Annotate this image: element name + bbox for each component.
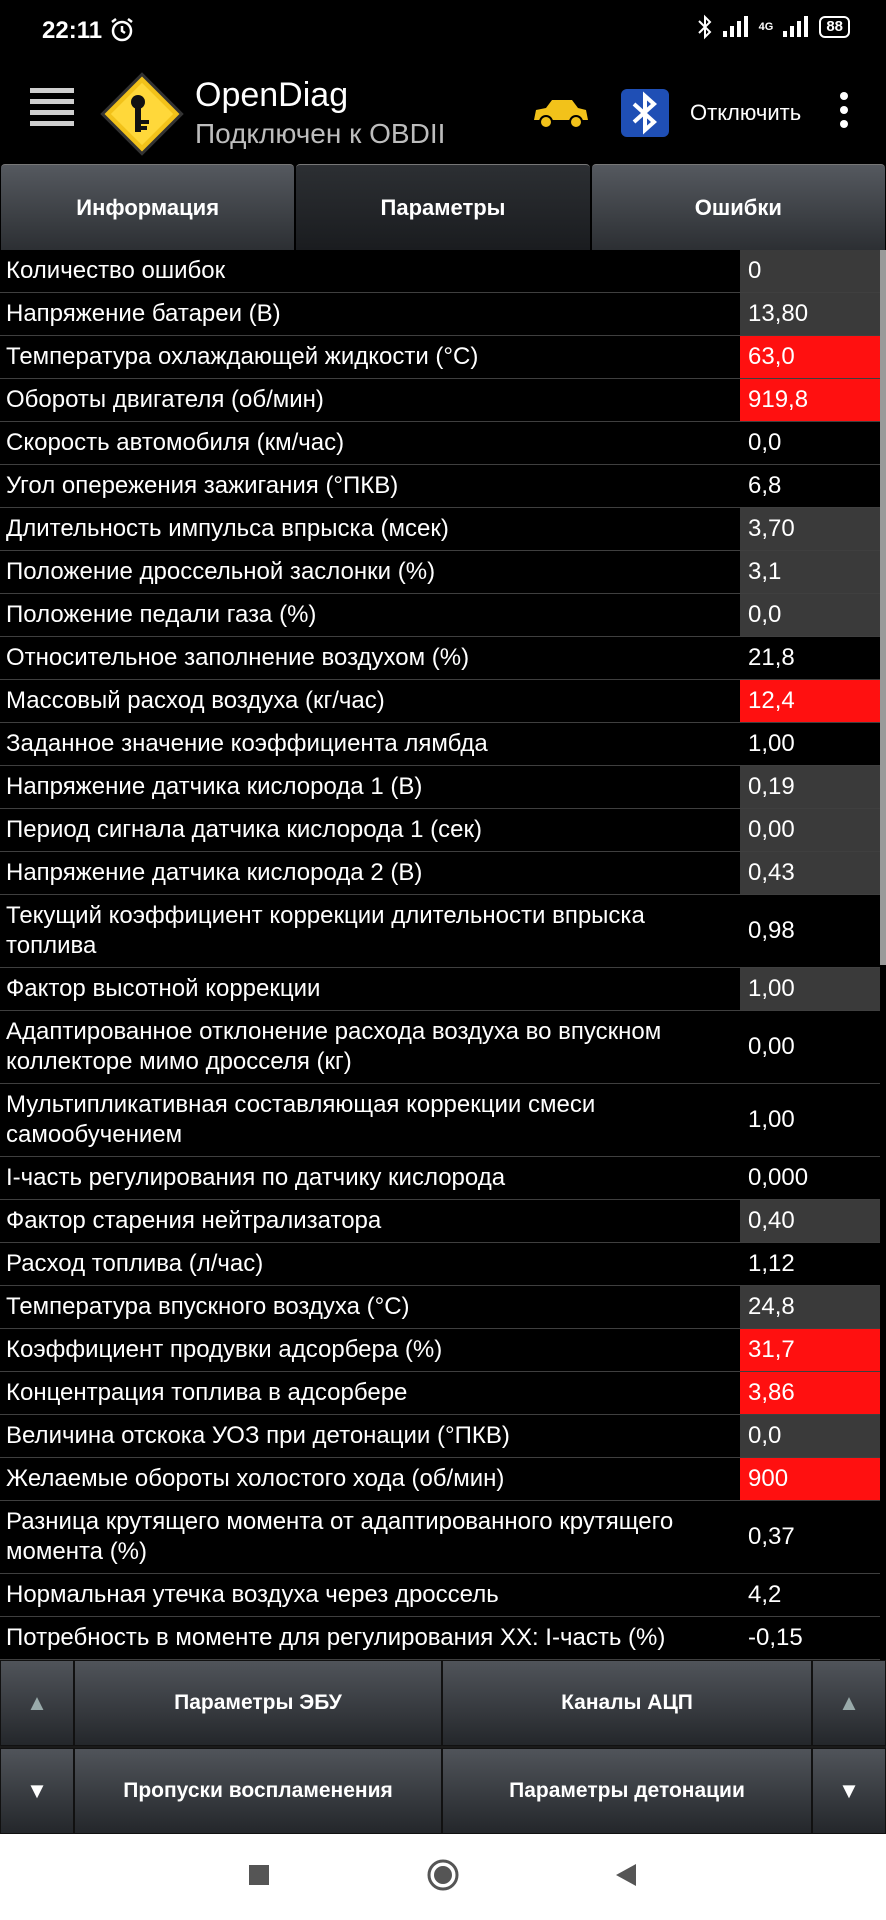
param-row[interactable] <box>0 594 880 637</box>
param-label: Количество ошибок <box>6 257 226 284</box>
bluetooth-icon[interactable] <box>620 88 670 138</box>
param-value: 0,000 <box>740 1157 880 1199</box>
home-icon[interactable] <box>426 1858 460 1892</box>
param-label: Положение педали газа (%) <box>6 601 317 628</box>
param-row[interactable] <box>0 1157 880 1200</box>
param-value: -0,15 <box>740 1617 880 1659</box>
param-value: 31,7 <box>740 1329 880 1371</box>
param-row[interactable] <box>0 852 880 895</box>
param-row[interactable] <box>0 968 880 1011</box>
param-row[interactable] <box>0 1501 880 1574</box>
param-row[interactable] <box>0 465 880 508</box>
system-nav-bar <box>0 1834 886 1920</box>
param-value: 0,19 <box>740 766 880 808</box>
param-value: 1,00 <box>740 968 880 1010</box>
param-label: Фактор старения нейтрализатора <box>6 1207 382 1234</box>
param-row[interactable] <box>0 895 880 968</box>
param-value: 0,40 <box>740 1200 880 1242</box>
param-label: Напряжение батареи (В) <box>6 300 281 327</box>
param-label: Желаемые обороты холостого хода (об/мин) <box>6 1465 505 1492</box>
param-row[interactable] <box>0 1084 880 1157</box>
param-value: 21,8 <box>740 637 880 679</box>
param-label: Скорость автомобиля (км/час) <box>6 429 345 456</box>
param-label: Коэффициент продувки адсорбера (%) <box>6 1336 443 1363</box>
down-arrow-icon: ▼ <box>26 1778 48 1803</box>
status-time: 22:11 <box>42 17 103 44</box>
tab-params[interactable]: Параметры <box>296 164 589 250</box>
param-value: 0,43 <box>740 852 880 894</box>
param-value: 13,80 <box>740 293 880 335</box>
param-row[interactable] <box>0 1458 880 1501</box>
tab-bar <box>0 164 886 250</box>
more-options-icon[interactable] <box>838 92 850 132</box>
param-label: Температура охлаждающей жидкости (°С) <box>6 343 479 370</box>
status-icons <box>697 14 850 40</box>
scrollbar[interactable] <box>880 250 886 965</box>
param-label: Расход топлива (л/час) <box>6 1250 264 1277</box>
knock-params-button[interactable]: Параметры детонации <box>442 1748 812 1834</box>
back-icon[interactable] <box>612 1862 638 1888</box>
misfires-button[interactable]: Пропуски воспламенения <box>74 1748 442 1834</box>
param-row[interactable] <box>0 766 880 809</box>
param-value: 3,70 <box>740 508 880 550</box>
scroll-down-right-button[interactable] <box>812 1748 886 1834</box>
param-label: Относительное заполнение воздухом (%) <box>6 644 470 671</box>
car-icon[interactable] <box>530 96 590 130</box>
param-value: 12,4 <box>740 680 880 722</box>
battery-icon: 88 <box>819 16 850 38</box>
param-label: Потребность в моменте для регулирования XX: I-часть (%) <box>6 1624 666 1651</box>
menu-icon[interactable] <box>30 88 74 138</box>
connection-status: Подключен к OBDII <box>195 118 446 149</box>
param-value: 0,37 <box>740 1501 880 1573</box>
param-label: Массовый расход воздуха (кг/час) <box>6 687 385 714</box>
param-label: Угол опережения зажигания (°ПКВ) <box>6 472 399 499</box>
network-type: 4G <box>758 21 774 33</box>
bluetooth-status-icon <box>697 14 713 40</box>
param-value: 3,86 <box>740 1372 880 1414</box>
disconnect-button[interactable]: Отключить <box>690 100 802 125</box>
param-row[interactable] <box>0 379 880 422</box>
adc-channels-button[interactable]: Каналы АЦП <box>442 1660 812 1746</box>
param-row[interactable] <box>0 336 880 379</box>
recents-icon[interactable] <box>248 1864 270 1886</box>
param-label: Фактор высотной коррекции <box>6 975 321 1002</box>
param-value: 0,00 <box>740 809 880 851</box>
param-row[interactable] <box>0 1329 880 1372</box>
param-value: 0,0 <box>740 594 880 636</box>
param-row[interactable] <box>0 1617 880 1660</box>
alarm-icon <box>108 16 136 44</box>
tab-errors[interactable]: Ошибки <box>592 164 885 250</box>
up-arrow-icon: ▲ <box>838 1690 860 1715</box>
param-value: 1,12 <box>740 1243 880 1285</box>
param-value: 24,8 <box>740 1286 880 1328</box>
param-row[interactable] <box>0 1372 880 1415</box>
param-label: Положение дроссельной заслонки (%) <box>6 558 436 585</box>
param-value: 0,0 <box>740 422 880 464</box>
bottom-buttons <box>0 1660 886 1834</box>
param-row[interactable] <box>0 723 880 766</box>
tab-info[interactable]: Информация <box>1 164 294 250</box>
app-toolbar <box>0 62 886 164</box>
scroll-down-left-button[interactable] <box>0 1748 74 1834</box>
signal-icon-2 <box>781 15 811 39</box>
param-label: Разница крутящего момента от адаптированного крутящего момента (%) <box>6 1508 674 1565</box>
param-row[interactable] <box>0 809 880 852</box>
param-label: I-часть регулирования по датчику кислорода <box>6 1164 506 1191</box>
param-label: Мультипликативная составляющая коррекции смеси самообучением <box>6 1091 596 1148</box>
param-value: 1,00 <box>740 1084 880 1156</box>
param-row[interactable] <box>0 250 880 293</box>
param-value: 4,2 <box>740 1574 880 1616</box>
ecu-params-button[interactable]: Параметры ЭБУ <box>74 1660 442 1746</box>
param-row[interactable] <box>0 1200 880 1243</box>
status-bar <box>0 0 886 62</box>
param-row[interactable] <box>0 293 880 336</box>
signal-icon <box>721 15 751 39</box>
param-row[interactable] <box>0 637 880 680</box>
param-value: 6,8 <box>740 465 880 507</box>
params-table[interactable] <box>0 250 880 1832</box>
param-row[interactable] <box>0 508 880 551</box>
param-value: 0,00 <box>740 1011 880 1083</box>
param-label: Величина отскока УОЗ при детонации (°ПКВ) <box>6 1422 510 1449</box>
param-label: Напряжение датчика кислорода 1 (В) <box>6 773 423 800</box>
param-value: 900 <box>740 1458 880 1500</box>
param-label: Напряжение датчика кислорода 2 (В) <box>6 859 423 886</box>
param-label: Обороты двигателя (об/мин) <box>6 386 324 413</box>
param-value: 0 <box>740 250 880 292</box>
param-label: Период сигнала датчика кислорода 1 (сек) <box>6 816 482 843</box>
param-label: Концентрация топлива в адсорбере <box>6 1379 408 1406</box>
param-label: Заданное значение коэффициента лямбда <box>6 730 488 757</box>
param-value: 3,1 <box>740 551 880 593</box>
param-value: 0,0 <box>740 1415 880 1457</box>
param-label: Температура впускного воздуха (°С) <box>6 1293 410 1320</box>
param-row[interactable] <box>0 1574 880 1617</box>
param-row[interactable] <box>0 1415 880 1458</box>
param-value: 0,98 <box>740 895 880 967</box>
scroll-up-right-button[interactable] <box>812 1660 886 1746</box>
param-row[interactable] <box>0 551 880 594</box>
up-arrow-icon: ▲ <box>26 1690 48 1715</box>
param-value: 1,00 <box>740 723 880 765</box>
param-label: Нормальная утечка воздуха через дроссель <box>6 1581 499 1608</box>
scroll-up-left-button[interactable] <box>0 1660 74 1746</box>
param-row[interactable] <box>0 1243 880 1286</box>
param-row[interactable] <box>0 422 880 465</box>
param-row[interactable] <box>0 680 880 723</box>
param-value: 63,0 <box>740 336 880 378</box>
param-label: Текущий коэффициент коррекции длительности впрыска топлива <box>6 902 645 959</box>
param-value: 919,8 <box>740 379 880 421</box>
param-label: Длительность импульса впрыска (мсек) <box>6 515 449 542</box>
param-row[interactable] <box>0 1286 880 1329</box>
app-title: OpenDiag <box>195 76 349 114</box>
param-row[interactable] <box>0 1011 880 1084</box>
param-label: Адаптированное отклонение расхода воздуха во впускном коллекторе мимо дросселя (кг) <box>6 1018 662 1075</box>
down-arrow-icon: ▼ <box>838 1778 860 1803</box>
app-logo-icon <box>98 70 186 158</box>
